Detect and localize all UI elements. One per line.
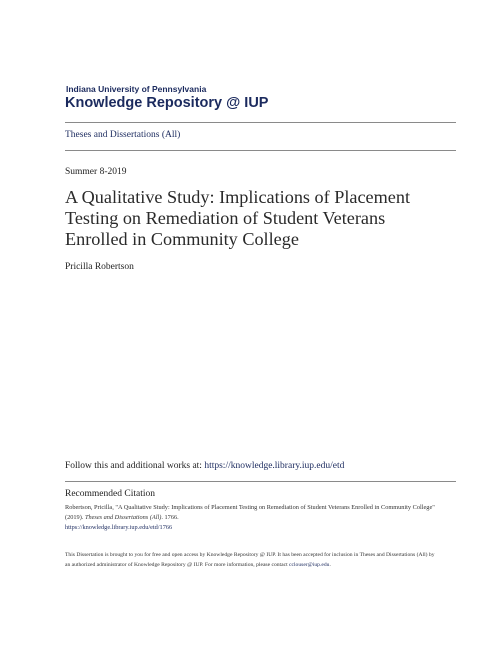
follow-line xyxy=(65,461,344,471)
recommended-citation-heading: Recommended Citation xyxy=(65,489,155,499)
follow-text: Follow this and additional works at: xyxy=(65,461,205,471)
author-name: Pricilla Robertson xyxy=(65,262,134,272)
publication-date: Summer 8-2019 xyxy=(65,167,127,177)
citation-text xyxy=(65,503,437,534)
disclaimer-text: This Dissertation is brought to you for free and open access by Knowledge Repository @ IUP. It has been accepted for inclusion in Theses and Dissertations (All) by an authorized administrator of Knowledge Repository @ IUP. For more information, please contact xyxy=(65,552,435,569)
citation-body: Robertson, Pricilla, "A Qualitative Study: Implications of Placement Testing on Remediation of Student Veterans Enrolled in Community College" (2019). xyxy=(65,504,435,522)
top-divider xyxy=(65,122,456,123)
header-divider xyxy=(65,150,456,151)
footer-divider xyxy=(65,481,456,482)
citation-number: . 1766. xyxy=(161,514,179,522)
document-title: A Qualitative Study: Implications of Placement Testing on Remediation of Student Veterans Enrolled in Community College xyxy=(65,187,410,249)
follow-link[interactable]: https://knowledge.library.iup.edu/etd xyxy=(204,461,345,471)
access-disclaimer xyxy=(65,550,437,570)
collection-link[interactable]: Theses and Dissertations (All) xyxy=(65,130,181,140)
citation-link[interactable]: https://knowledge.library.iup.edu/etd/1766 xyxy=(65,524,173,532)
citation-series: Theses and Dissertations (All) xyxy=(84,514,162,522)
disclaimer-end: . xyxy=(329,562,331,569)
contact-email-link[interactable]: cclouser@iup.edu xyxy=(289,562,330,569)
university-name: Indiana University of Pennsylvania xyxy=(66,84,207,94)
repository-name[interactable]: Knowledge Repository @ IUP xyxy=(65,95,269,111)
